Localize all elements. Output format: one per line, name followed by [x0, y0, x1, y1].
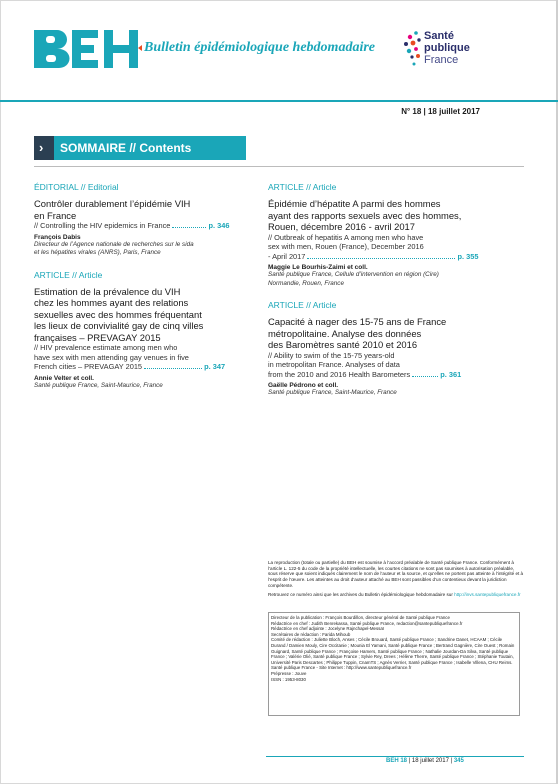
affiliation-line: et les hépatites virales (ANRS), Paris, France — [34, 249, 161, 256]
legal-notice — [268, 560, 524, 600]
article-title[interactable] — [268, 198, 488, 233]
article-subtitle — [34, 343, 254, 372]
title-line: chez les hommes ayant des relations — [34, 297, 189, 308]
subtitle-line: // Controlling the HIV epidemics in France — [34, 221, 171, 230]
article-title[interactable] — [34, 198, 254, 221]
subtitle-line: in metropolitan France. Analyses of data — [268, 360, 400, 369]
affiliation — [268, 271, 488, 288]
subtitle-line: have sex with men attending gay venues in five — [34, 352, 189, 362]
affiliation — [34, 241, 254, 258]
subtitle-line: - April 2017 — [268, 251, 306, 261]
publication-title: Bulletin épidémiologique hebdomadaire — [144, 40, 375, 55]
subtitle-line: from the 2010 and 2016 Health Barometers — [268, 369, 411, 379]
sante-logo-line3: France — [424, 54, 459, 66]
section-label: ARTICLE // Article — [34, 269, 103, 280]
affiliation-line: Normandie, Rouen, France — [268, 279, 344, 287]
archives-link[interactable]: http://invs.santepubliquefrance.fr — [454, 591, 521, 597]
title-line: Estimation de la prévalence du VIH — [34, 285, 181, 297]
archives-notice — [268, 592, 524, 598]
title-line: en France — [34, 209, 77, 221]
sommaire-title: SOMMAIRE // Contents — [60, 141, 192, 155]
author: Annie Velter et coll. — [34, 374, 94, 382]
sante-logo-line2: publique — [424, 42, 470, 54]
affiliation: Santé publique France, Saint-Maurice, France — [268, 389, 397, 396]
footer-issue: BEH 18 — [386, 758, 408, 764]
copyright-notice: La reproduction (totale ou partielle) du BEH est soumise à l’accord préalable de Santé publique France. Conformément à l’article L. 122-5 du code de la propriété intellectuelle, les courtes citations ne sont pas soumises à autorisation préalable, sous réserve que soient indiqués clairement le nom de l’auteur et la source, et qu’elles ne portent pas atteinte à l’intégrité et à l’esprit de l’œuvre. Les atteintes au droit d’auteur attaché au BEH sont passibles d’un contentieux devant la juridiction compétente. — [268, 560, 524, 588]
editorial-secretaries: Secrétaires de rédaction : Farida Mihoub — [271, 631, 351, 637]
affiliation-line: Directeur de l’Agence nationale de recherches sur le sida — [34, 240, 194, 248]
deputy-editor: Rédactrice en chef adjointe : Jocelyne Rajnchapel-Messaï — [271, 626, 384, 632]
leader-dots — [172, 223, 206, 228]
section-label: ARTICLE // Article — [268, 182, 337, 192]
title-line: les lieux de convivialité gay de cinq villes — [34, 320, 204, 331]
title-line: sexuelles avec des hommes fréquentant — [34, 308, 202, 320]
leader-dots — [412, 372, 438, 377]
banner-arrow-box — [34, 136, 54, 160]
editorial-committee: Comité de rédaction : Juliette Bloch, Anses ; Cécile Brouard, Santé publique France ; Sandrine Danet, HCAAM ; Cécile Durand / Damien Mouly, Cire Occitanie ; Mounia El Yamani, Santé publique France ; Bertrand Gagnière, Cire Ouest ; Romain Guignard, Santé publique France ; Françoise Hamers, Santé publique France ; Nathalie Jourdan-Da Silva, Santé publique France ; Valérie Olié, Santé publique France ; Sylvie Rey, Drees ; Hélène Therre, Santé publique France ; Stéphanie Toutain, Université Paris Descartes ; Philippe Tuppin, CnamTS ; Agnès Verrier, Santé publique France ; Isabelle Villena, CHU Reims. — [271, 637, 515, 665]
issn-line: ISSN : 1953-8030 — [271, 676, 306, 682]
subtitle-line: // HIV prevalence estimate among men who — [34, 343, 178, 352]
subtitle-line: French cities – PREVAGAY 2015 — [34, 362, 143, 371]
website-line: Santé publique France - Site Internet : http://www.santepubliquefrance.fr — [271, 665, 412, 671]
chevron-right-icon: › — [39, 140, 44, 155]
contents-right-column — [268, 182, 488, 398]
subtitle-line: // Ability to swim of the 15-75 years-old — [268, 350, 395, 360]
page-reference[interactable]: p. 346 — [208, 221, 230, 230]
publication-director: Directeur de la publication : François Bourdillon, directeur général de Santé publique France — [271, 615, 450, 620]
page-number: 345 — [453, 758, 464, 764]
author: Gaëlle Pédrono et coll. — [268, 382, 339, 389]
section-label: ARTICLE // Article — [268, 300, 337, 310]
title-line: Contrôler durablement l’épidémie VIH — [34, 198, 191, 209]
title-line: ayant des rapports sexuels avec des hommes, — [268, 209, 462, 221]
footer-date: | 18 juillet 2017 | — [408, 758, 453, 764]
leader-dots — [307, 254, 455, 259]
banner-rule — [34, 166, 524, 167]
title-line: françaises – PREVAGAY 2015 — [34, 331, 161, 343]
article-title[interactable] — [34, 286, 254, 344]
sante-logo-line1: Santé — [424, 30, 454, 42]
archives-text: Retrouvez ce numéro ainsi que les archives du Bulletin épidémiologique hebdomadaire sur — [268, 591, 453, 597]
subtitle-line: sex with men, Rouen (France), December 2016 — [268, 242, 424, 251]
page-reference[interactable]: p. 355 — [457, 251, 479, 261]
subtitle-line: // Outbreak of hepatitis A among men who have — [268, 232, 424, 242]
footer-rule — [266, 756, 524, 757]
author: Maggie Le Bourhis-Zaimi et coll. — [268, 264, 368, 271]
leader-dots — [144, 364, 202, 369]
editor-in-chief: Rédactrice en chef : Judith Benrekassa, Santé publique France, redaction@santepubliquefrance.fr — [271, 620, 463, 626]
header-rule — [0, 100, 558, 102]
affiliation: Santé publique France, Saint-Maurice, France — [34, 381, 163, 389]
beh-logo — [34, 26, 142, 72]
author: François Dabis — [34, 233, 81, 241]
article-subtitle — [268, 351, 488, 380]
article-title[interactable] — [268, 316, 488, 351]
contents-left-column — [34, 182, 254, 390]
page-reference[interactable]: p. 347 — [204, 362, 226, 371]
masthead-box — [268, 612, 520, 716]
page-footer — [386, 758, 464, 764]
title-line: Rouen, décembre 2016 - avril 2017 — [268, 221, 415, 232]
title-line: Capacité à nager des 15-75 ans de France — [268, 316, 447, 327]
article-subtitle — [268, 233, 488, 262]
title-line: des Baromètres santé 2010 et 2016 — [268, 339, 418, 350]
title-line: métropolitaine. Analyse des données — [268, 327, 422, 339]
title-line: Épidémie d’hépatite A parmi des hommes — [268, 198, 441, 209]
issue-number: N° 18 | 18 juillet 2017 — [401, 107, 480, 116]
prepress-line: Prépresse : Jouve — [271, 670, 307, 676]
affiliation-line: Santé publique France, Cellule d’intervention en région (Cire) — [268, 271, 439, 278]
section-label: ÉDITORIAL // Editorial — [34, 182, 119, 192]
page-reference[interactable]: p. 361 — [440, 369, 462, 379]
article-subtitle — [34, 221, 254, 231]
